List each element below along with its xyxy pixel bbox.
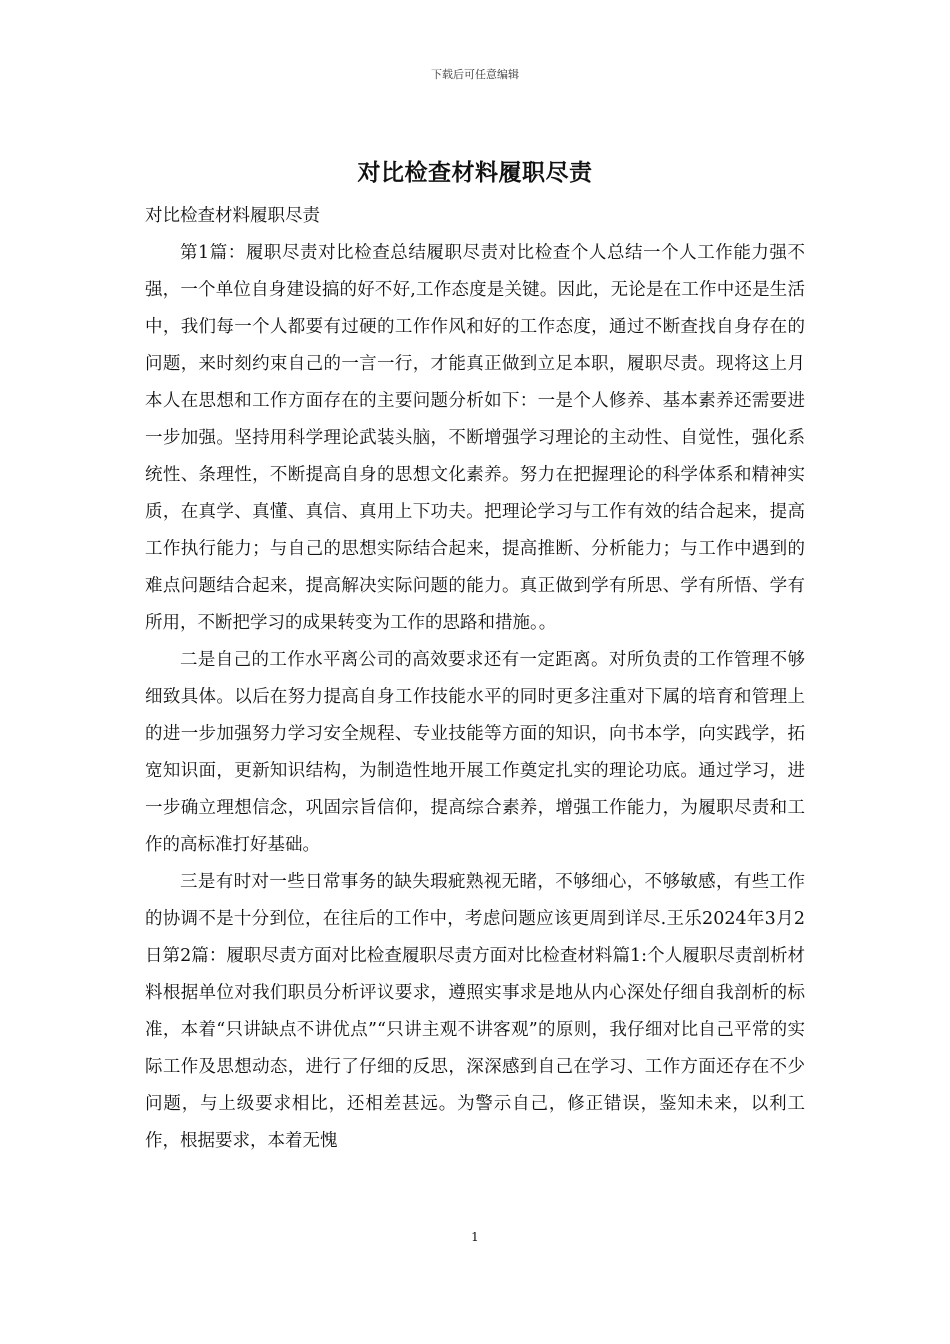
document-body: [145, 198, 805, 1160]
paragraph-2: 二是自己的工作水平离公司的高效要求还有一定距离。对所负责的工作管理不够细致具体。以后在努力提高自身工作技能水平的同时更多注重对下属的培育和管理上的进一步加强努力学习安全规程、专业技能等方面的知识，向书本学，向实践学，拓宽知识面，更新知识结构，为制造性地开展工作奠定扎实的理论功底。通过学习，进一步确立理想信念，巩固宗旨信仰，提高综合素养，增强工作能力，为履职尽责和工作的高标准打好基础。: [145, 650, 805, 855]
paragraph-1: 第1篇：履职尽责对比检查总结履职尽责对比检查个人总结一个人工作能力强不强，一个单位自身建设搞的好不好,工作态度是关键。因此，无论是在工作中还是生活中，我们每一个人都要有过硬的工作作风和好的工作态度，通过不断查找自身存在的问题，来时刻约束自己的一言一行，才能真正做到立足本职，履职尽责。现将这上月本人在思想和工作方面存在的主要问题分析如下：一是个人修养、基本素养还需要进一步加强。坚持用科学理论武装头脑，不断增强学习理论的主动性、自觉性，强化系统性、条理性，不断提高自身的思想文化素养。努力在把握理论的科学体系和精神实质，在真学、真懂、真信、真用上下功夫。把理论学习与工作有效的结合起来，提高工作执行能力；与自己的思想实际结合起来，提高推断、分析能力；与工作中遇到的难点问题结合起来，提高解决实际问题的能力。真正做到学有所思、学有所悟、学有所用，不断把学习的成果转变为工作的思路和措施。。: [145, 243, 805, 633]
paragraph-subtitle: 对比检查材料履职尽责: [145, 206, 320, 226]
page-header: 下载后可任意编辑: [431, 68, 519, 81]
paragraph-3: 三是有时对一些日常事务的缺失瑕疵熟视无睹，不够细心，不够敏感，有些工作的协调不是十分到位，在往后的工作中，考虑问题应该更周到详尽.王乐2024年3月2日第2篇：履职尽责方面对比检查履职尽责方面对比检查材料篇1:个人履职尽责剖析材料根据单位对我们职员分析评议要求，遵照实事求是地从内心深处仔细自我剖析的标准，本着“只讲缺点不讲优点”“只讲主观不讲客观”的原则，我仔细对比自己平常的实际工作及思想动态，进行了仔细的反思，深深感到自己在学习、工作方面还存在不少问题，与上级要求相比，还相差甚远。为警示自己，修正错误，鉴知未来，以利工作，根据要求，本着无愧: [145, 872, 805, 1151]
page-number: 1: [471, 1230, 479, 1244]
document-title: 对比检查材料履职尽责: [357, 159, 593, 186]
